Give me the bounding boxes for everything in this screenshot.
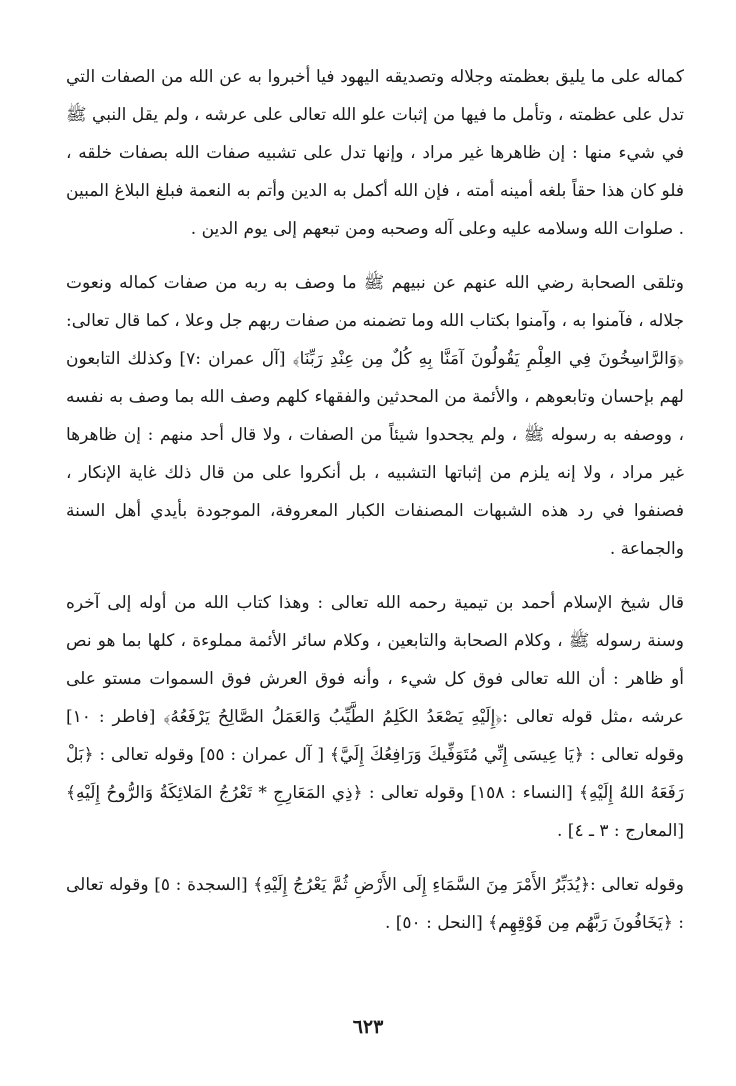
paragraph-3: قال شيخ الإسلام أحمد بن تيمية رحمه الله تعالى : وهذا كتاب الله من أوله إلى آخره وسنة رسوله ﷺ ، وكلام الصحابة والتابعين ، وكلام سائر الأئمة مملوءة ، كلها بما هو نص أو ظاهر : أن الله تعالى فوق كل شيء ، وأنه فوق العرش فوق السموات مستو على عرشه ،مثل قوله تعالى :﴿إِلَيْهِ يَصْعَدُ الكَلِمُ الطَّيِّبُ وَالعَمَلُ الصَّالِحُ يَرْفَعُهُ﴾ [فاطر : ١٠] وقوله تعالى : ﴿يَا عِيسَى إِنِّي مُتَوَفِّيكَ وَرَافِعُكَ إِلَيَّ﴾ [ آل عمران : ٥٥] وقوله تعالى : ﴿بَلْ رَفَعَهُ اللهُ إِلَيْهِ﴾ [النساء : ١٥٨] وقوله تعالى : ﴿ذِي المَعَارِجِ * تَعْرُجُ المَلائِكَةُ وَالرُّوحُ إِلَيْهِ﴾ [المعارج : ٣ ـ ٤] . <box>66 593 684 841</box>
paragraph-1: كماله على ما يليق بعظمته وجلاله وتصديقه اليهود فيا أخبروا به عن الله من الصفات التي تدل على عظمته ، وتأمل ما فيها من إثبات علو الله تعالى على عرشه ، ولم يقل النبي ﷺ في شيء منها : إن ظاهرها غير مراد ، وإنها تدل على تشبيه صفات الله بصفات خلقه ، فلو كان هذا حقاً بلغه أمينه أمته ، فإن الله أكمل به الدين وأتم به النعمة فبلغ البلاغ المبين . صلوات الله وسلامه عليه وعلى آله وصحبه ومن تبعهم إلى يوم الدين . <box>66 67 684 239</box>
paragraph-4: وقوله تعالى :﴿يُدَبِّرُ الأَمْرَ مِنَ السَّمَاءِ إِلَى الأَرْضِ ثُمَّ يَعْرُجُ إِلَيْهِ﴾ [السجدة : ٥] وقوله تعالى : ﴿يَخَافُونَ رَبَّهُم مِن فَوْقِهِم﴾ [النحل : ٥٠] . <box>66 875 684 933</box>
page-body <box>66 58 684 942</box>
page-number: ٦٢٣ <box>352 1016 384 1038</box>
paragraph-2: وتلقى الصحابة رضي الله عنهم عن نبيهم ﷺ ما وصف به ربه من صفات كماله ونعوت جلاله ، فآمنوا به ، وآمنوا بكتاب الله وما تضمنه من صفات ربهم جل وعلا ، كما قال تعالى: ﴿وَالرَّاسِخُونَ فِي العِلْمِ يَقُولُونَ آمَنَّا بِهِ كُلٌ مِن عِنْدِ رَبِّنَا﴾ [آل عمران :٧] وكذلك التابعون لهم بإحسان وتابعوهم ، والأئمة من المحدثين والفقهاء كلهم وصف الله بما وصف به نفسه ، ووصفه به رسوله ﷺ ، ولم يجحدوا شيئاً من الصفات ، ولا قال أحد منهم : إن ظاهرها غير مراد ، ولا إنه يلزم من إثباتها التشبيه ، بل أنكروا على من قال ذلك غاية الإنكار ، فصنفوا في رد هذه الشبهات المصنفات الكبار المعروفة، الموجودة بأيدي أهل السنة والجماعة . <box>66 273 684 559</box>
